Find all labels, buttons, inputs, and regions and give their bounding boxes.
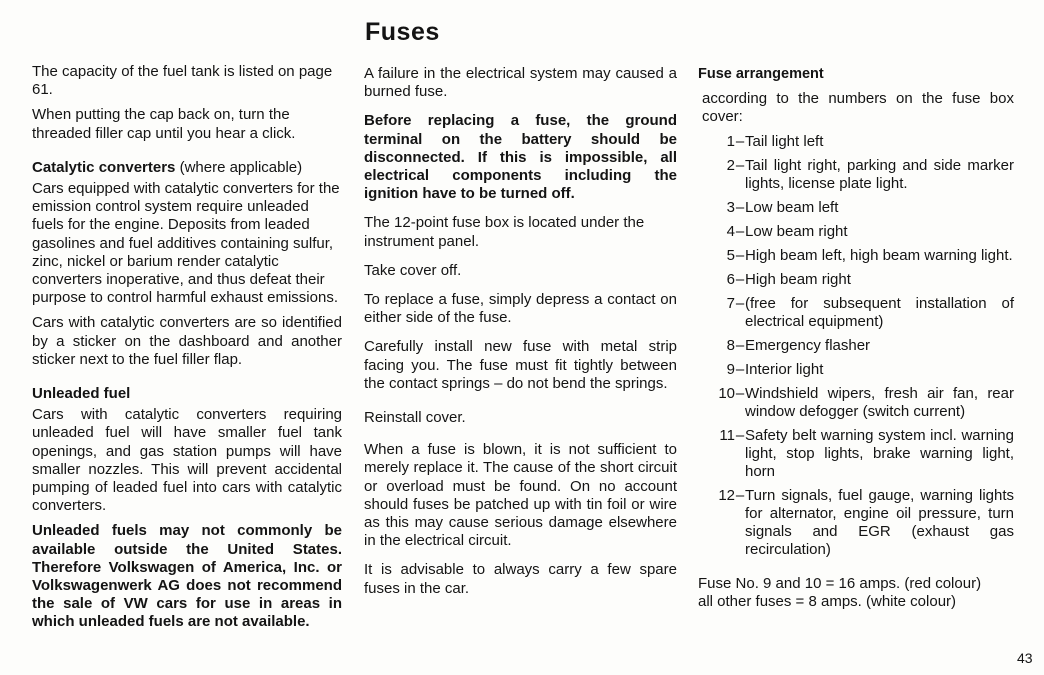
fuse-number: 4 <box>726 222 735 240</box>
fuse-amperage-note-2: all other fuses = 8 amps. (white colour) <box>698 592 957 610</box>
right-column <box>698 65 1014 611</box>
install-fuse-text: Carefully install new fuse with metal strip facing you. The fuse must fit tightly between the contact springs – do not bend the springs. <box>364 338 677 392</box>
fuse-description: Tail light right, parking and side marker lights, license plate light. <box>745 156 1014 192</box>
list-item: 1 – Tail light left <box>698 133 1014 151</box>
fuse-description: Tail light left <box>745 132 824 150</box>
list-item: 8 – Emergency flasher <box>698 337 1014 355</box>
list-item: 3 – Low beam left <box>698 199 1014 217</box>
fuse-description: Safety belt warning system incl. warning light, stop lights, brake warning light, horn <box>745 426 1014 480</box>
fuse-number: 11 <box>719 426 735 444</box>
list-item: 11 – Safety belt warning system incl. warning light, stop lights, brake warning light, horn <box>698 427 1014 481</box>
page-number: 43 <box>1017 650 1033 666</box>
fuse-number: 6 <box>726 270 735 288</box>
left-column <box>32 63 342 639</box>
fuse-description: High beam right <box>745 270 851 288</box>
failure-text: A failure in the electrical system may caused a burned fuse. <box>364 65 677 101</box>
replace-fuse-text: To replace a fuse, simply depress a contact on either side of the fuse. <box>364 291 677 327</box>
catalytic-paragraph-1: Cars equipped with catalytic converters for the emission control system require unleaded fuels for the engine. Deposits from leaded gasolines and fuel additives containing sulfur, zinc, nickel or barium render catalytic converters inoperative, and thus defeat their purpose to control harmful exhaust emissions. <box>32 180 340 307</box>
list-item: 5 – High beam left, high beam warning light. <box>698 247 1014 265</box>
fuse-description: Low beam left <box>745 198 839 216</box>
catalytic-paragraph-2: Cars with catalytic converters are so identified by a sticker on the dashboard and another sticker next to the fuel filler flap. <box>32 314 342 368</box>
unleaded-paragraph: Cars with catalytic converters requiring unleaded fuel will have smaller fuel tank openings, and gas station pumps will have smaller nozzles. This will prevent accidental pumping of leaded fuel into cars with catalytic converters. <box>32 406 342 515</box>
list-item: 7 – (free for subsequent installation of electrical equipment) <box>698 295 1014 331</box>
list-item: 4 – Low beam right <box>698 223 1014 241</box>
fuse-description: Interior light <box>745 360 824 378</box>
fuse-number: 9 <box>726 360 735 378</box>
fuse-description: Emergency flasher <box>745 336 871 354</box>
fuse-list <box>698 133 1014 559</box>
fuse-arrangement-intro: according to the numbers on the fuse box cover: <box>702 90 1014 126</box>
fuse-amperage-note-1: Fuse No. 9 and 10 = 16 amps. (red colour) <box>698 574 982 592</box>
unleaded-heading: Unleaded fuel <box>32 385 131 403</box>
fuse-description: (free for subsequent installation of electrical equipment) <box>745 294 1014 330</box>
fuse-number: 3 <box>726 198 735 216</box>
fuse-number: 2 <box>726 156 735 174</box>
catalytic-heading-line <box>32 159 342 177</box>
fuse-description: Windshield wipers, fresh air fan, rear window defogger (switch current) <box>745 384 1014 420</box>
filler-cap-text: When putting the cap back on, turn the threaded filler cap until you hear a click. <box>32 106 296 142</box>
fuse-number: 1 <box>726 132 735 150</box>
middle-column <box>364 65 677 605</box>
list-item: 2 – Tail light right, parking and side marker lights, license plate light. <box>698 157 1014 193</box>
fuse-box-location: The 12-point fuse box is located under the instrument panel. <box>364 214 645 250</box>
catalytic-heading-suffix: (where applicable) <box>175 158 303 176</box>
unleaded-warning: Unleaded fuels may not commonly be available outside the United States. Therefore Volkswagen of America, Inc. or Volkswagenwerk AG does not recommend the sale of VW cars for use in areas in which unleaded fuels are not available. <box>32 522 342 631</box>
spare-fuses-text: It is advisable to always carry a few spare fuses in the car. <box>364 561 677 597</box>
fuse-number: 7 <box>726 294 735 312</box>
fuse-description: Low beam right <box>745 222 848 240</box>
fuse-number: 8 <box>726 336 735 354</box>
list-item: 10 – Windshield wipers, fresh air fan, rear window defogger (switch current) <box>698 385 1014 421</box>
ground-terminal-warning: Before replacing a fuse, the ground terminal on the battery should be disconnected. If this is impossible, all electrical components including the ignition have to be turned off. <box>364 112 677 203</box>
catalytic-heading: Catalytic converters <box>32 158 176 176</box>
fuse-description: High beam left, high beam warning light. <box>745 246 1013 264</box>
fuel-capacity-text: The capacity of the fuel tank is listed on page 61. <box>32 63 333 99</box>
take-cover-off: Take cover off. <box>364 261 462 279</box>
fuse-number: 12 <box>718 486 735 504</box>
list-item: 6 – High beam right <box>698 271 1014 289</box>
list-item: 9 – Interior light <box>698 361 1014 379</box>
fuse-description: Turn signals, fuel gauge, warning lights for alternator, engine oil pressure, turn signals and EGR (exhaust gas recirculation) <box>745 486 1014 558</box>
fuse-number: 5 <box>726 246 735 264</box>
reinstall-cover: Reinstall cover. <box>364 409 466 427</box>
blown-fuse-text: When a fuse is blown, it is not sufficient to merely replace it. The cause of the short circuit or overload must be found. On no account should fuses be patched up with tin foil or wire as this may cause serious damage elsewhere in the electrical circuit. <box>364 441 677 550</box>
page-title: Fuses <box>365 18 440 46</box>
fuse-arrangement-heading: Fuse arrangement <box>698 66 824 82</box>
list-item: 12 – Turn signals, fuel gauge, warning lights for alternator, engine oil pressure, turn signals and EGR (exhaust gas recirculation) <box>698 487 1014 559</box>
fuse-number: 10 <box>718 384 735 402</box>
